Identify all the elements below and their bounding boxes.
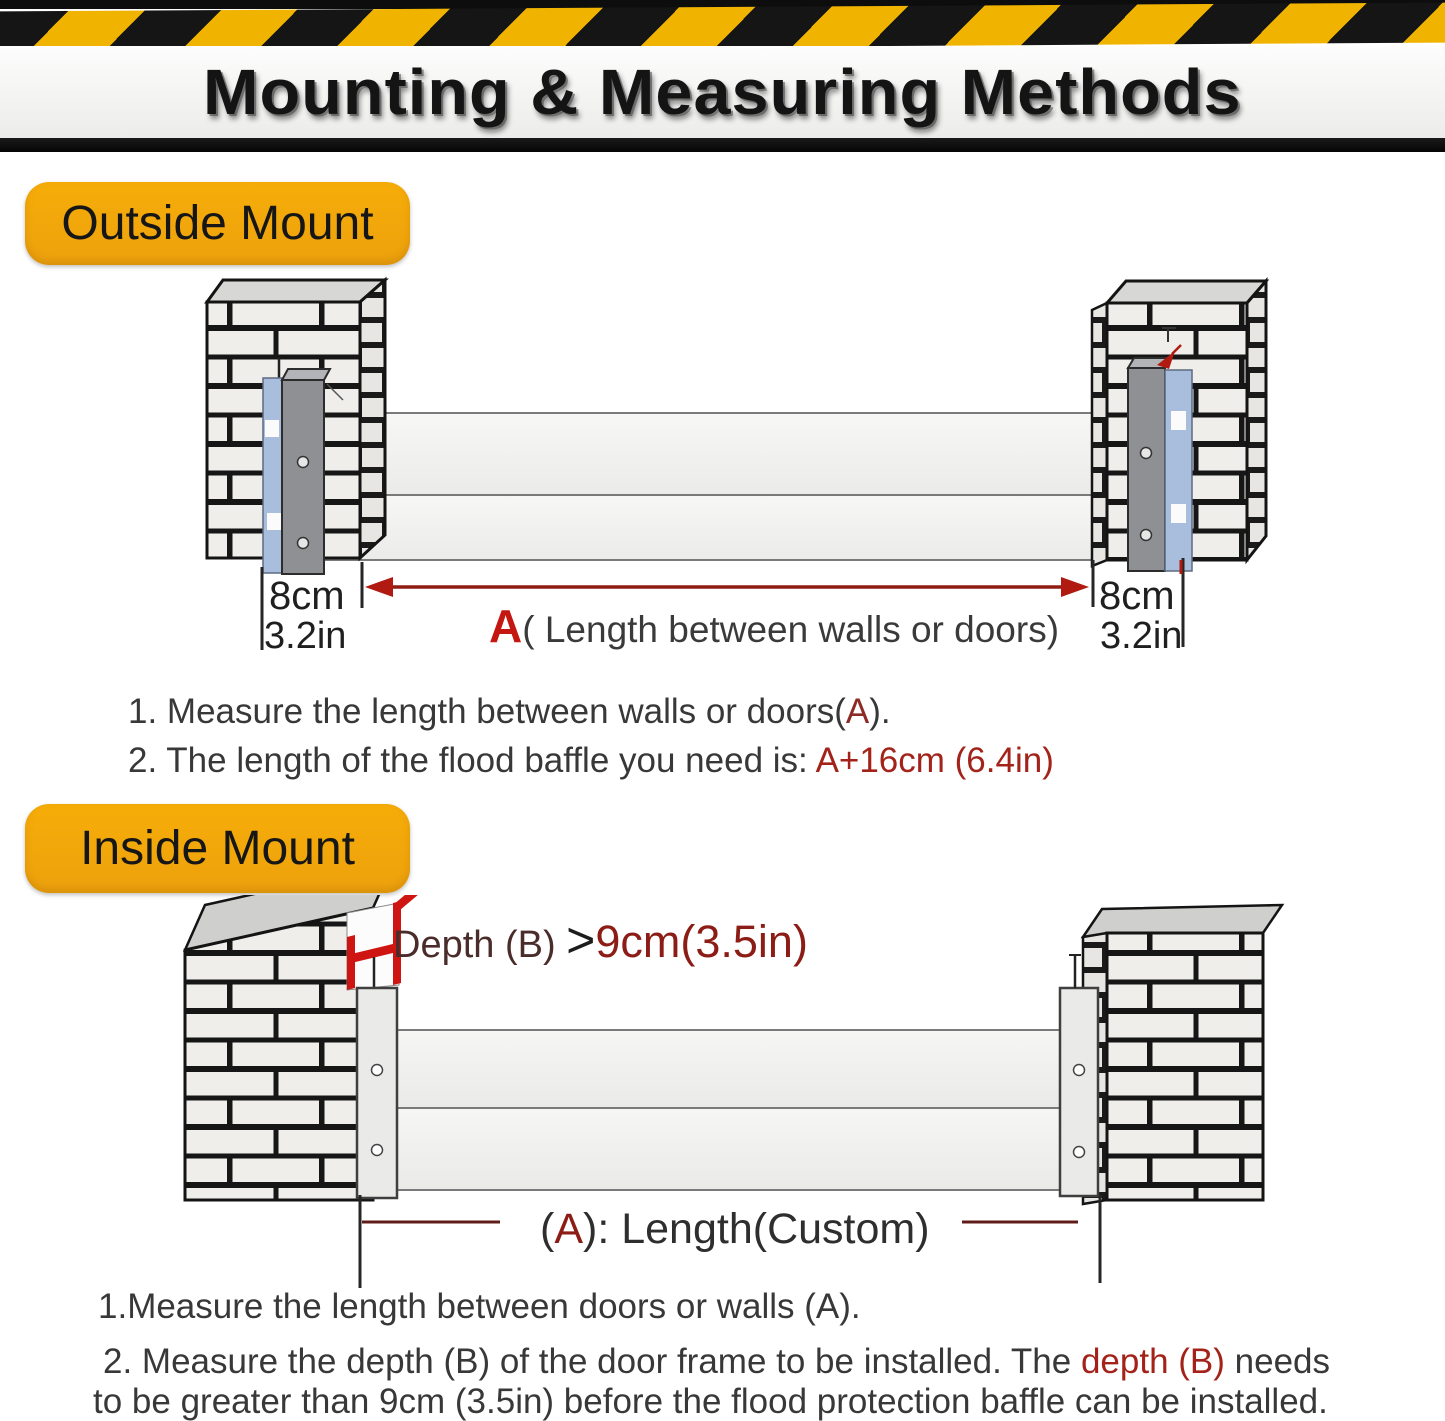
right-brick-pillar [1083, 905, 1282, 1204]
mounting-channel-right [1060, 988, 1098, 1196]
screw-hole [1074, 1147, 1085, 1158]
screw-hole [1074, 1065, 1085, 1076]
outside-mount-diagram [0, 270, 1445, 670]
gap-label-left-cm: 8cm [269, 574, 345, 618]
inside-mount-badge-label: Inside Mount [80, 822, 355, 875]
gap-label-right-cm: 8cm [1099, 574, 1175, 618]
length-letter-a: A [489, 600, 523, 652]
gap-label-left-in: 3.2in [264, 615, 347, 657]
hazard-stripe-banner [0, 3, 1445, 52]
flood-barrier-panel [324, 413, 1130, 560]
wall-rail-left [263, 378, 282, 573]
title-band [0, 46, 1445, 138]
outside-mount-badge-label: Outside Mount [61, 197, 374, 250]
screw-hole [372, 1065, 383, 1076]
right-pin-line [1069, 955, 1081, 988]
mounting-channel-left [357, 988, 397, 1198]
gap-label-right-in: 3.2in [1100, 615, 1183, 657]
screw-hole [298, 538, 309, 549]
mounting-bracket-left [282, 369, 330, 574]
outside-step-1: 1. Measure the length between walls or doors(A). [128, 692, 891, 731]
depth-requirement-label: Depth (B) >9cm(3.5in) [393, 912, 808, 968]
dimension-arrow [365, 577, 1089, 597]
wall-rail-right [1165, 370, 1192, 571]
inside-mount-diagram [0, 895, 1445, 1295]
length-between-walls-label: A( Length between walls or doors) [489, 600, 1060, 652]
screw-hole [298, 457, 309, 468]
screw-hole [372, 1145, 383, 1156]
page-title: Mounting & Measuring Methods [203, 56, 1242, 128]
screw-hole [1141, 530, 1152, 541]
flood-barrier-panel [397, 1030, 1060, 1190]
screw-hole [1141, 448, 1152, 459]
inside-step-2: 2. Measure the depth (B) of the door frame to be installed. The depth (B) needs [103, 1342, 1331, 1381]
outside-mount-badge [25, 182, 410, 265]
outside-step-2: 2. The length of the flood baffle you need is: A+16cm (6.4in) [128, 741, 1054, 780]
custom-length-label: (A): Length(Custom) [540, 1205, 930, 1253]
inside-mount-badge [25, 804, 410, 893]
inside-step-1: 1.Measure the length between doors or walls (A). [98, 1287, 861, 1326]
title-underline-bar [0, 138, 1445, 152]
inside-step-2-continued: to be greater than 9cm (3.5in) before the flood protection baffle can be installed. [93, 1382, 1328, 1421]
